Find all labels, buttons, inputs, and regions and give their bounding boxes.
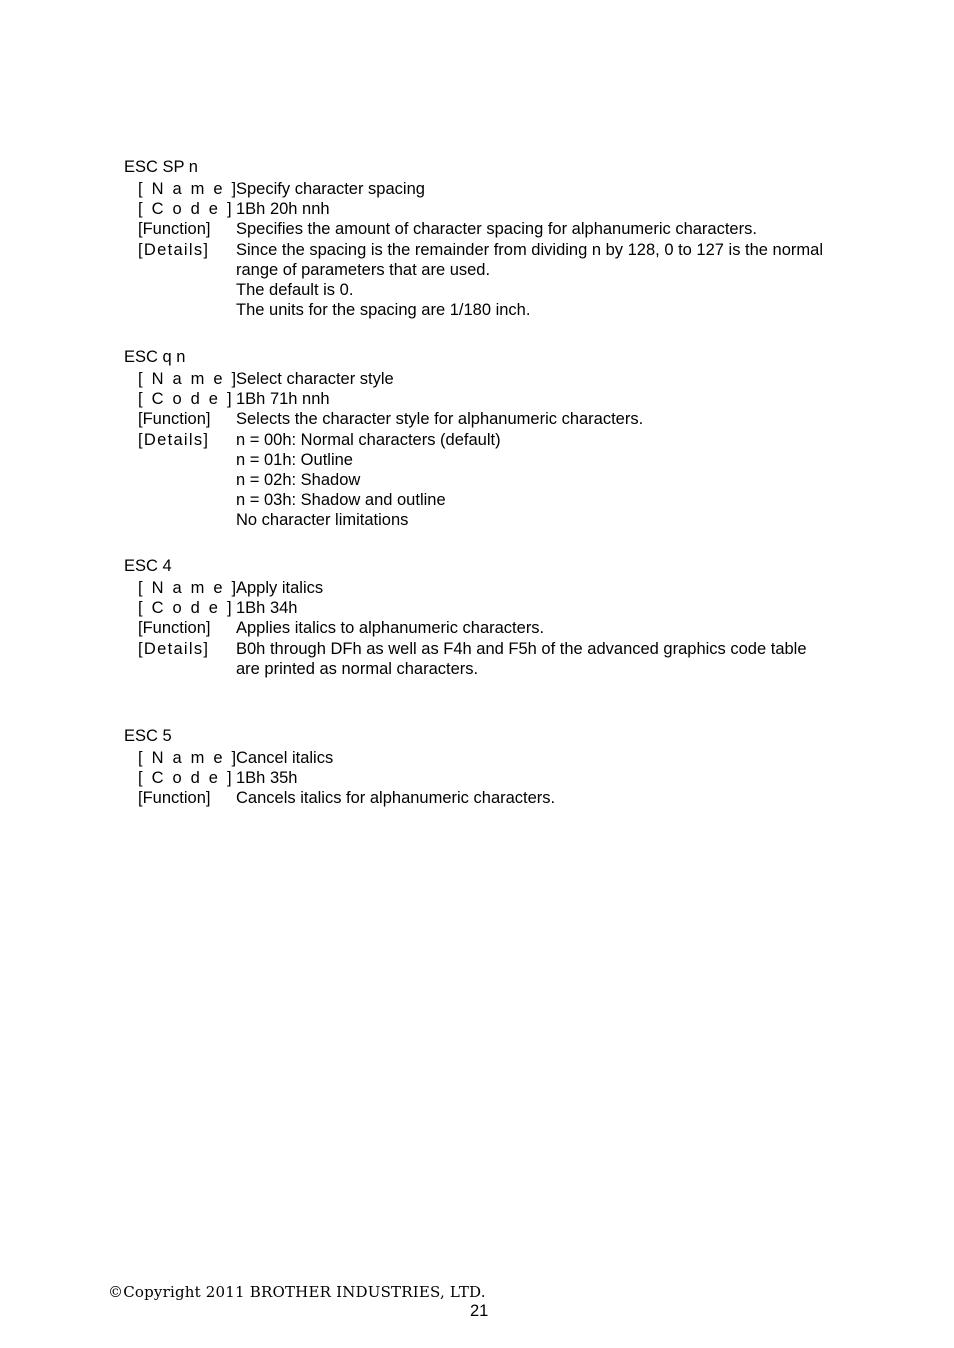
code-row [124, 389, 884, 409]
function-value: Applies italics to alphanumeric characters. [236, 619, 545, 638]
name-label: [ N a m e ] [138, 370, 239, 388]
details-label: [Details] [138, 639, 210, 658]
code-row [124, 199, 884, 219]
details-line: range of parameters that are used. [236, 260, 491, 279]
code-label: [ C o d e ] [138, 599, 234, 618]
command-section-esc-5 [124, 726, 884, 809]
details-line: n = 00h: Normal characters (default) [236, 430, 501, 449]
command-heading: ESC q n [124, 348, 186, 366]
page-number: 21 [470, 1302, 489, 1320]
code-value: 1Bh 20h nnh [236, 200, 330, 219]
function-row [124, 788, 884, 808]
name-label: [ N a m e ] [138, 180, 239, 198]
code-label: [ C o d e ] [138, 769, 234, 788]
details-line: No character limitations [236, 511, 409, 530]
details-value [236, 639, 884, 679]
name-value: Apply italics [236, 579, 324, 597]
function-row [124, 409, 884, 429]
command-heading: ESC 4 [124, 557, 172, 575]
details-label: [Details] [138, 430, 210, 449]
command-section-esc-4 [124, 556, 884, 679]
details-value [236, 430, 884, 531]
details-line: Since the spacing is the remainder from dividing n by 128, 0 to 127 is the normal [236, 240, 823, 259]
details-row [124, 240, 884, 321]
details-line: The units for the spacing are 1/180 inch. [236, 301, 531, 320]
command-heading: ESC 5 [124, 727, 172, 745]
details-line: n = 03h: Shadow and outline [236, 491, 446, 510]
name-row [124, 578, 884, 598]
function-row [124, 618, 884, 638]
command-section-esc-q-n [124, 347, 884, 531]
details-line: The default is 0. [236, 281, 354, 300]
code-label: [ C o d e ] [138, 200, 234, 219]
details-label: [Details] [138, 240, 210, 259]
name-row [124, 748, 884, 768]
code-row [124, 768, 884, 788]
command-section-esc-sp-n [124, 157, 884, 320]
function-value: Selects the character style for alphanumeric characters. [236, 410, 644, 429]
details-line: are printed as normal characters. [236, 659, 479, 678]
details-line: n = 01h: Outline [236, 450, 353, 469]
details-row [124, 639, 884, 679]
details-line: B0h through DFh as well as F4h and F5h of the advanced graphics code table [236, 639, 807, 658]
code-value: 1Bh 34h [236, 599, 298, 618]
function-value: Cancels italics for alphanumeric characters. [236, 789, 556, 808]
function-value: Specifies the amount of character spacing for alphanumeric characters. [236, 220, 757, 239]
name-value: Cancel italics [236, 749, 334, 767]
function-label: [Function] [138, 619, 211, 638]
details-line: n = 02h: Shadow [236, 471, 361, 490]
details-row [124, 430, 884, 531]
code-value: 1Bh 71h nnh [236, 390, 330, 409]
function-label: [Function] [138, 410, 211, 429]
name-row [124, 369, 884, 389]
name-label: [ N a m e ] [138, 749, 239, 767]
footer-copyright: ©Copyright 2011 BROTHER INDUSTRIES, LTD. [108, 1283, 486, 1301]
function-row [124, 219, 884, 239]
name-label: [ N a m e ] [138, 579, 239, 597]
name-value: Select character style [236, 370, 394, 388]
code-label: [ C o d e ] [138, 390, 234, 409]
code-row [124, 598, 884, 618]
name-value: Specify character spacing [236, 180, 425, 198]
code-value: 1Bh 35h [236, 769, 298, 788]
function-label: [Function] [138, 220, 211, 239]
function-label: [Function] [138, 789, 211, 808]
command-heading: ESC SP n [124, 158, 198, 176]
name-row [124, 179, 884, 199]
details-value [236, 240, 884, 321]
